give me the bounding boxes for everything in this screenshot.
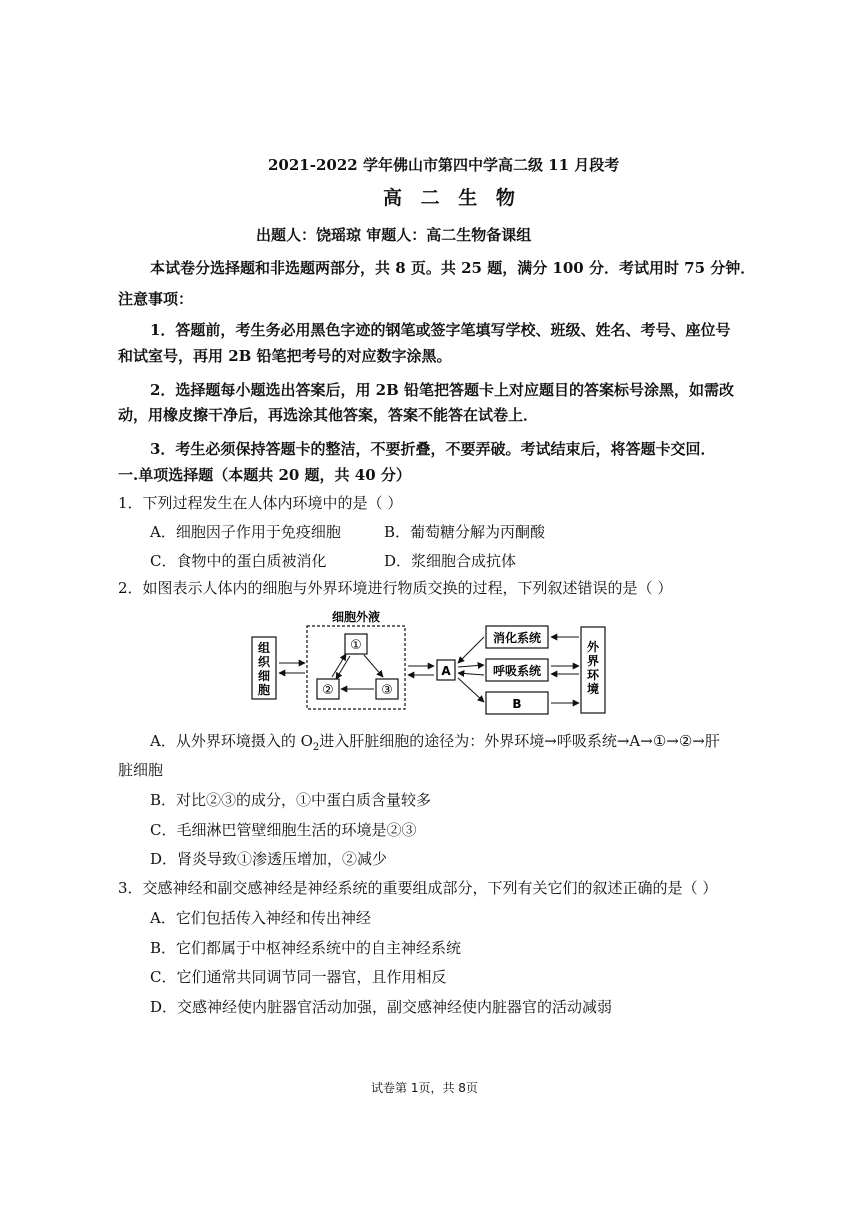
q1-option-b: B．葡萄糖分解为丙酮酸 [384,523,546,541]
exchange-diagram [0,607,860,717]
external-char-3: 环 [586,668,600,682]
q2-option-c: C．毛细淋巴管壁细胞生活的环境是②③ [150,821,417,839]
authors-line: 出题人：饶瑶琼 审题人：高二生物备课组 [256,226,532,244]
q1-option-d: D．浆细胞合成抗体 [384,552,517,570]
q2-option-a-post: 进入肝脏细胞的途径为：外界环境→呼吸系统→A→①→②→肝 [319,732,720,750]
note-2-cont: 动，用橡皮擦干净后，再选涂其他答案，答案不能答在试卷上． [118,406,539,424]
external-char-2: 界 [586,654,600,668]
q1-option-c: C．食物中的蛋白质被消化 [150,552,327,570]
respiratory-system-label: 呼吸系统 [492,664,542,678]
q3-option-b: B．它们都属于中枢神经系统中的自主神经系统 [150,939,462,957]
q3-option-c: C．它们通常共同调节同一器官，且作用相反 [150,968,447,986]
q2-option-a-pre: A．从外界环境摄入的 O [150,732,313,750]
q3-stem: 3．交感神经和副交感神经是神经系统的重要组成部分，下列有关它们的叙述正确的是（ ） [118,879,718,897]
note-3: 3．考生必须保持答题卡的整洁，不要折叠，不要弄破。考试结束后，将答题卡交回． [150,440,716,458]
q1-stem: 1．下列过程发生在人体内环境中的是（ ） [118,494,403,512]
intro-text: 本试卷分选择题和非选题两部分，共 8 页。共 25 题，满分 100 分．考试用时 75 分钟． [150,259,756,277]
q3-option-a: A．它们包括传入神经和传出神经 [150,909,371,927]
note-2: 2．选择题每小题选出答案后，用 2B 铅笔把答题卡上对应题目的答案标号涂黑，如需改 [150,381,735,399]
b-box-label: B [512,697,522,711]
note-1: 1．答题前，考生务必用黑色字迹的钢笔或签字笔填写学校、班级、姓名、考号、座位号 [150,321,731,339]
q2-option-b: B．对比②③的成分，①中蛋白质含量较多 [150,791,432,809]
tissue-cell-char-2: 织 [257,655,271,669]
exam-title: 2021-2022 学年佛山市第四中学高二级 11 月段考 [268,156,620,174]
page-footer: 试卷第 1页，共 8页 [371,1081,478,1095]
q2-stem: 2．如图表示人体内的细胞与外界环境进行物质交换的过程，下列叙述错误的是（ ） [118,579,673,597]
notes-heading: 注意事项： [118,290,194,308]
external-char-1: 外 [586,640,600,654]
section-heading: 一.单项选择题（本题共 20 题，共 40 分） [118,466,411,484]
q3-option-d: D．交感神经使内脏器官活动加强，副交感神经使内脏器官的活动减弱 [150,998,613,1016]
q2-option-a-sub: 2 [312,742,320,753]
tissue-cell-char-3: 细 [257,669,271,683]
q2-option-a-cont: 脏细胞 [118,761,164,779]
q1-option-a: A．细胞因子作用于免疫细胞 [150,523,341,541]
tissue-cell-char-1: 组 [257,641,271,655]
fluid-1-label: ① [350,638,362,653]
tissue-cell-char-4: 胞 [257,683,271,697]
digestive-system-label: 消化系统 [492,631,542,645]
external-char-4: 境 [586,682,600,696]
fluid-3-label: ③ [381,683,393,698]
a-box-label: A [441,664,451,678]
q2-option-a [150,731,720,758]
extracellular-label: 细胞外液 [331,610,381,624]
q2-option-d: D．肾炎导致①渗透压增加，②减少 [150,850,388,868]
fluid-2-label: ② [322,683,334,698]
subject-title: 高 二 生 物 [383,187,521,209]
note-1-cont: 和试室号，再用 2B 铅笔把考号的对应数字涂黑。 [118,347,452,365]
